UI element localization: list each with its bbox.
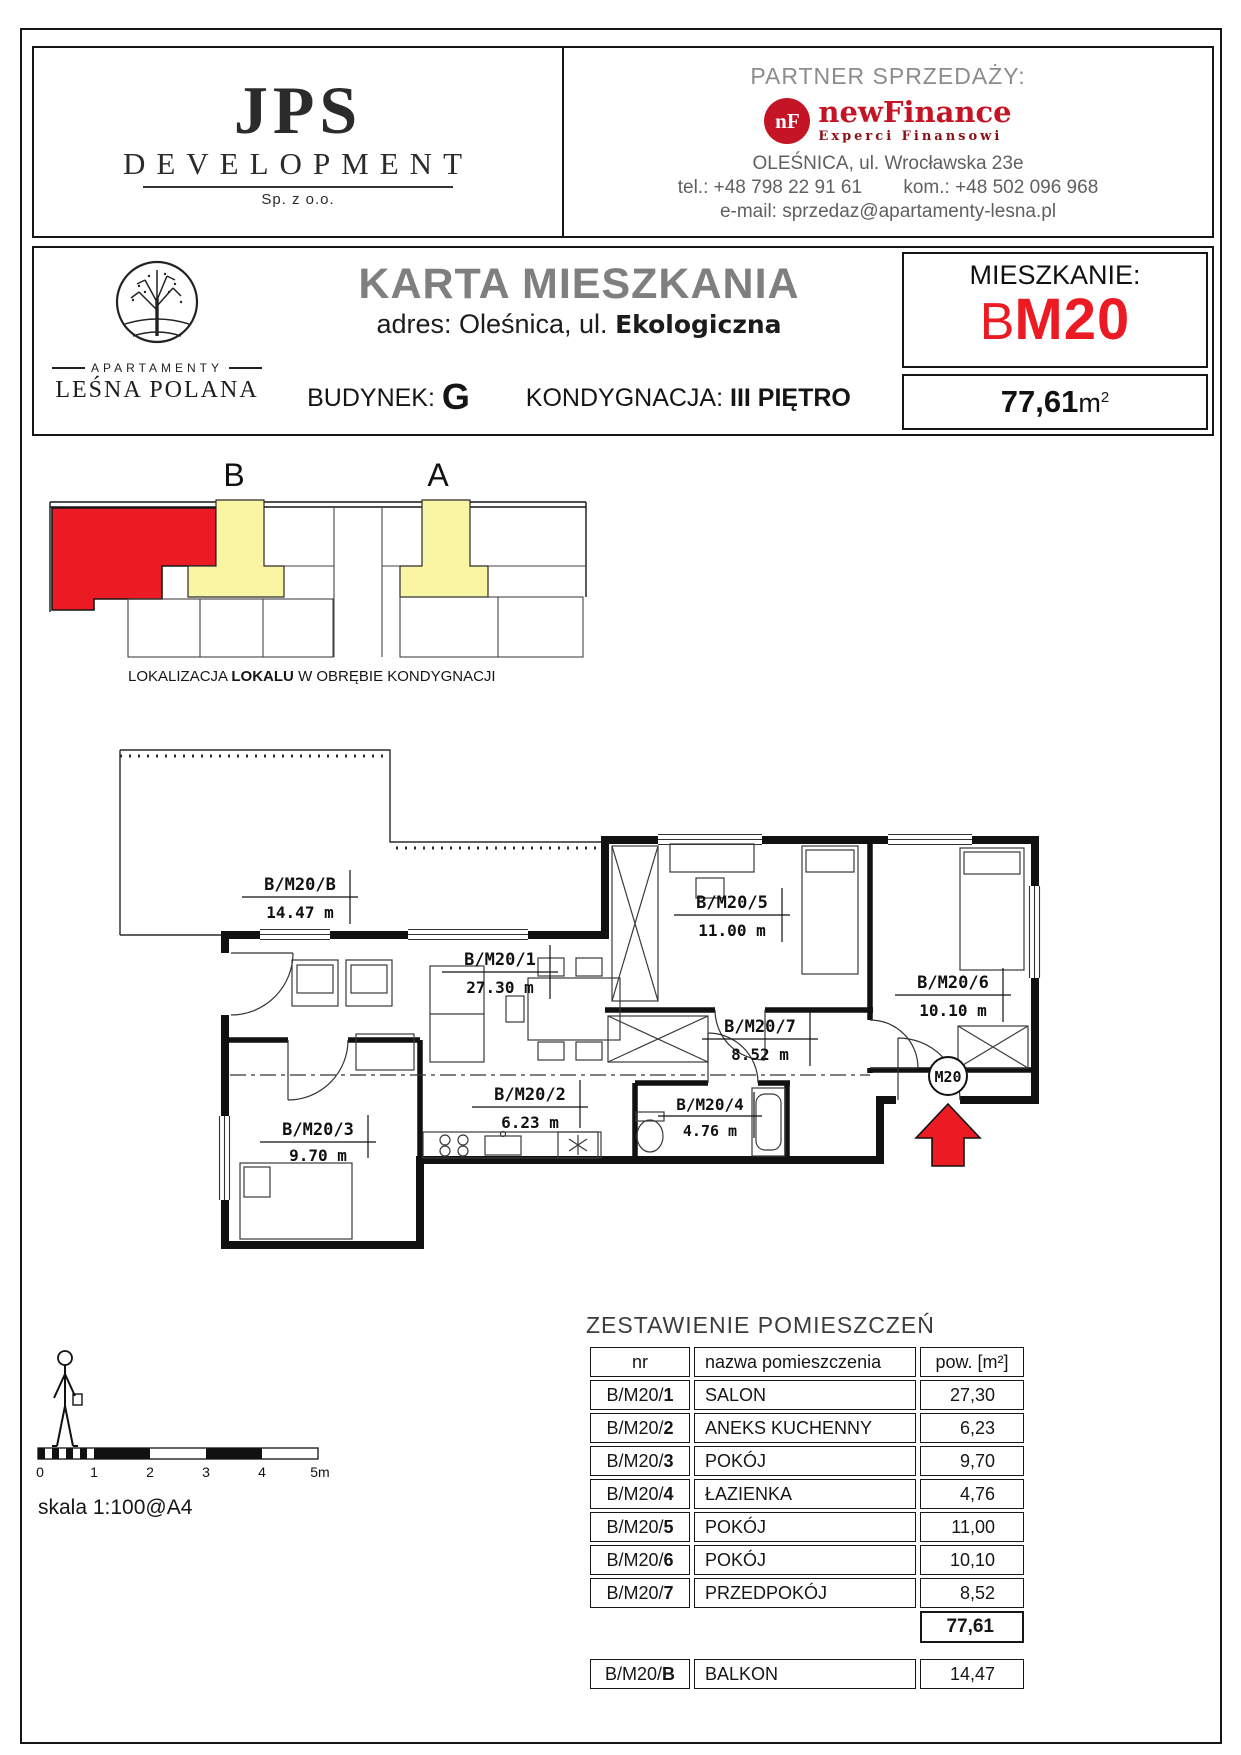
room-id: B/M20/2 xyxy=(494,1085,566,1105)
apartment-number: M20 xyxy=(1014,287,1131,352)
room-area: 8.52 m xyxy=(731,1045,789,1064)
developer-legal-form: Sp. z o.o. xyxy=(261,191,335,208)
table-row xyxy=(590,1512,1024,1542)
row-nr-prefix: B/M20/ xyxy=(606,1417,664,1438)
room-area: 11.00 m xyxy=(698,921,766,940)
row-nr-prefix: B/M20/ xyxy=(606,1450,664,1471)
row-room-name: POKÓJ xyxy=(694,1446,916,1476)
entrance-id: M20 xyxy=(934,1068,962,1086)
room-area: 10.10 m xyxy=(919,1001,987,1020)
partner-brand-name: newFinance xyxy=(818,95,1012,129)
caption-bold: LOKALU xyxy=(231,668,294,685)
floor-location-diagram xyxy=(38,452,598,664)
scale-tick-5: 5m xyxy=(310,1464,330,1480)
address-street: Ekologiczna xyxy=(615,310,782,340)
room-id: B/M20/1 xyxy=(464,950,536,970)
room-label-bedroom3 xyxy=(260,1115,376,1165)
location-caption xyxy=(128,668,496,685)
address-line xyxy=(274,309,884,340)
row-room-name: ŁAZIENKA xyxy=(694,1479,916,1509)
row-nr-suffix: 5 xyxy=(663,1516,674,1537)
brand-apartamenty: APARTAMENTY xyxy=(91,361,224,375)
rooms-table xyxy=(586,1344,1028,1692)
partner-email: e-mail: sprzedaz@apartamenty-lesna.pl xyxy=(719,201,1057,222)
room-id: B/M20/7 xyxy=(724,1017,796,1037)
room-id: B/M20/3 xyxy=(282,1120,354,1140)
entrance-marker xyxy=(916,1057,980,1166)
newfinance-logo xyxy=(764,95,1012,144)
room-label-kitchen xyxy=(472,1080,588,1132)
staircore-a-shape xyxy=(400,500,488,597)
room-id: B/M20/5 xyxy=(696,893,768,913)
address-prefix: adres: Oleśnica, ul. xyxy=(376,309,608,340)
room-label-bedroom5 xyxy=(674,888,790,942)
scale-tick-0: 0 xyxy=(36,1464,44,1480)
row-room-name: PRZEDPOKÓJ xyxy=(694,1578,916,1608)
brand-name: LEŚNA POLANA xyxy=(55,377,259,403)
apartment-label: MIESZKANIE: xyxy=(969,260,1141,290)
developer-logo xyxy=(34,48,564,236)
room-label-bathroom xyxy=(658,1092,762,1140)
table-row xyxy=(590,1479,1024,1509)
room-id: B/M20/B xyxy=(264,875,336,895)
row-nr-prefix: B/M20/ xyxy=(606,1549,664,1570)
floor-value: III PIĘTRO xyxy=(730,384,851,412)
building-value: G xyxy=(441,376,470,417)
row-nr-suffix: 4 xyxy=(663,1483,674,1504)
room-area: 9.70 m xyxy=(289,1146,347,1165)
row-nr-suffix: 1 xyxy=(663,1384,674,1405)
room-id: B/M20/4 xyxy=(676,1095,744,1114)
row-room-name: BALKON xyxy=(694,1659,916,1689)
total-area: 77,61 xyxy=(920,1611,1024,1643)
scale-tick-4: 4 xyxy=(258,1464,266,1480)
apartment-area-unit: m xyxy=(1078,388,1101,418)
header-area: pow. [m²] xyxy=(920,1347,1024,1377)
segment-b-label: B xyxy=(223,457,245,493)
row-nr-prefix: B/M20/ xyxy=(604,1663,663,1684)
row-nr-suffix: 7 xyxy=(663,1582,674,1603)
row-room-area: 10,10 xyxy=(920,1545,1024,1575)
partner-kom: kom.: +48 502 096 968 xyxy=(903,177,1099,198)
person-silhouette-icon xyxy=(44,1348,90,1454)
apartment-number-box xyxy=(902,252,1208,368)
table-header-row xyxy=(590,1347,1024,1377)
row-room-area: 14,47 xyxy=(920,1659,1024,1689)
rooms-table-title: ZESTAWIENIE POMIESZCZEŃ xyxy=(586,1312,935,1338)
apartment-area-box xyxy=(902,374,1208,430)
row-nr-suffix: 2 xyxy=(663,1417,674,1438)
estate-brand-logo xyxy=(52,258,262,404)
building-label: BUDYNEK: xyxy=(307,384,435,412)
tree-logo-icon xyxy=(109,258,205,354)
page-title: KARTA MIESZKANIA xyxy=(358,260,800,308)
room-area: 27.30 m xyxy=(466,978,534,997)
apartment-area-value: 77,61 xyxy=(1000,384,1079,419)
segment-a-label: A xyxy=(427,457,449,493)
row-room-name: SALON xyxy=(694,1380,916,1410)
outer-walls xyxy=(225,840,1035,1245)
row-nr-suffix: 3 xyxy=(663,1450,674,1471)
row-nr-prefix: B/M20/ xyxy=(606,1483,664,1504)
table-row xyxy=(590,1545,1024,1575)
partner-label: PARTNER SPRZEDAŻY: xyxy=(750,63,1026,89)
developer-acronym: JPS xyxy=(233,72,363,148)
partner-phones xyxy=(660,177,1117,199)
table-row xyxy=(590,1413,1024,1443)
title-band xyxy=(32,246,1214,436)
row-room-name: POKÓJ xyxy=(694,1512,916,1542)
caption-suffix: W OBRĘBIE KONDYGNACJI xyxy=(298,668,496,685)
row-nr-prefix: B/M20/ xyxy=(606,1582,664,1603)
header-top-band xyxy=(32,46,1214,238)
rooms-summary xyxy=(586,1312,1038,1692)
caption-prefix: LOKALIZACJA xyxy=(128,668,228,685)
room-label-bedroom6 xyxy=(895,968,1011,1022)
table-row xyxy=(590,1578,1024,1608)
logo-divider xyxy=(143,186,453,188)
row-room-area: 4,76 xyxy=(920,1479,1024,1509)
row-room-area: 8,52 xyxy=(920,1578,1024,1608)
room-area: 14.47 m xyxy=(266,903,334,922)
table-row xyxy=(590,1380,1024,1410)
room-label-hall xyxy=(702,1012,818,1066)
room-label-salon xyxy=(442,945,558,999)
developer-name: DEVELOPMENT xyxy=(122,146,474,181)
row-room-area: 27,30 xyxy=(920,1380,1024,1410)
partner-tel: tel.: +48 798 22 91 61 xyxy=(677,177,863,198)
apartment-building-letter: B xyxy=(979,293,1015,351)
scale-bar xyxy=(36,1444,336,1484)
room-id: B/M20/6 xyxy=(917,973,989,993)
row-nr-prefix: B/M20/ xyxy=(606,1384,664,1405)
balcony-outline xyxy=(120,750,605,935)
header-name: nazwa pomieszczenia xyxy=(694,1347,916,1377)
row-nr-prefix: B/M20/ xyxy=(606,1516,664,1537)
room-area: 6.23 m xyxy=(501,1113,559,1132)
building-floor-line xyxy=(274,376,884,418)
row-nr-suffix: 6 xyxy=(663,1549,674,1570)
scale-tick-3: 3 xyxy=(202,1464,210,1480)
room-labels xyxy=(242,870,1011,1165)
room-area: 4.76 m xyxy=(682,1122,738,1140)
partner-tagline: Experci Finansowi xyxy=(818,129,1003,144)
scale-tick-1: 1 xyxy=(90,1464,98,1480)
entrance-arrow-icon xyxy=(916,1104,980,1166)
row-room-name: POKÓJ xyxy=(694,1545,916,1575)
brand-apartamenty-row xyxy=(52,361,262,375)
row-room-name: ANEKS KUCHENNY xyxy=(694,1413,916,1443)
row-room-area: 11,00 xyxy=(920,1512,1024,1542)
total-row xyxy=(590,1611,1024,1643)
sales-partner-block xyxy=(564,48,1212,236)
row-room-area: 9,70 xyxy=(920,1446,1024,1476)
row-room-area: 6,23 xyxy=(920,1413,1024,1443)
scale-tick-2: 2 xyxy=(146,1464,154,1480)
room-label-balcony xyxy=(242,870,358,924)
partner-address: OLEŚNICA, ul. Wrocławska 23e xyxy=(752,153,1024,174)
newfinance-badge-icon: nF xyxy=(764,98,810,144)
scale-caption: skala 1:100@A4 xyxy=(38,1496,193,1519)
floor-label: KONDYGNACJA: xyxy=(525,384,724,412)
apartment-area-exponent: 2 xyxy=(1100,389,1110,406)
balcony-row xyxy=(590,1659,1024,1689)
spacer-row xyxy=(590,1646,1024,1656)
floor-plan xyxy=(60,738,1180,1313)
table-row xyxy=(590,1446,1024,1476)
header-nr: nr xyxy=(590,1347,690,1377)
row-nr-suffix: B xyxy=(662,1663,676,1684)
